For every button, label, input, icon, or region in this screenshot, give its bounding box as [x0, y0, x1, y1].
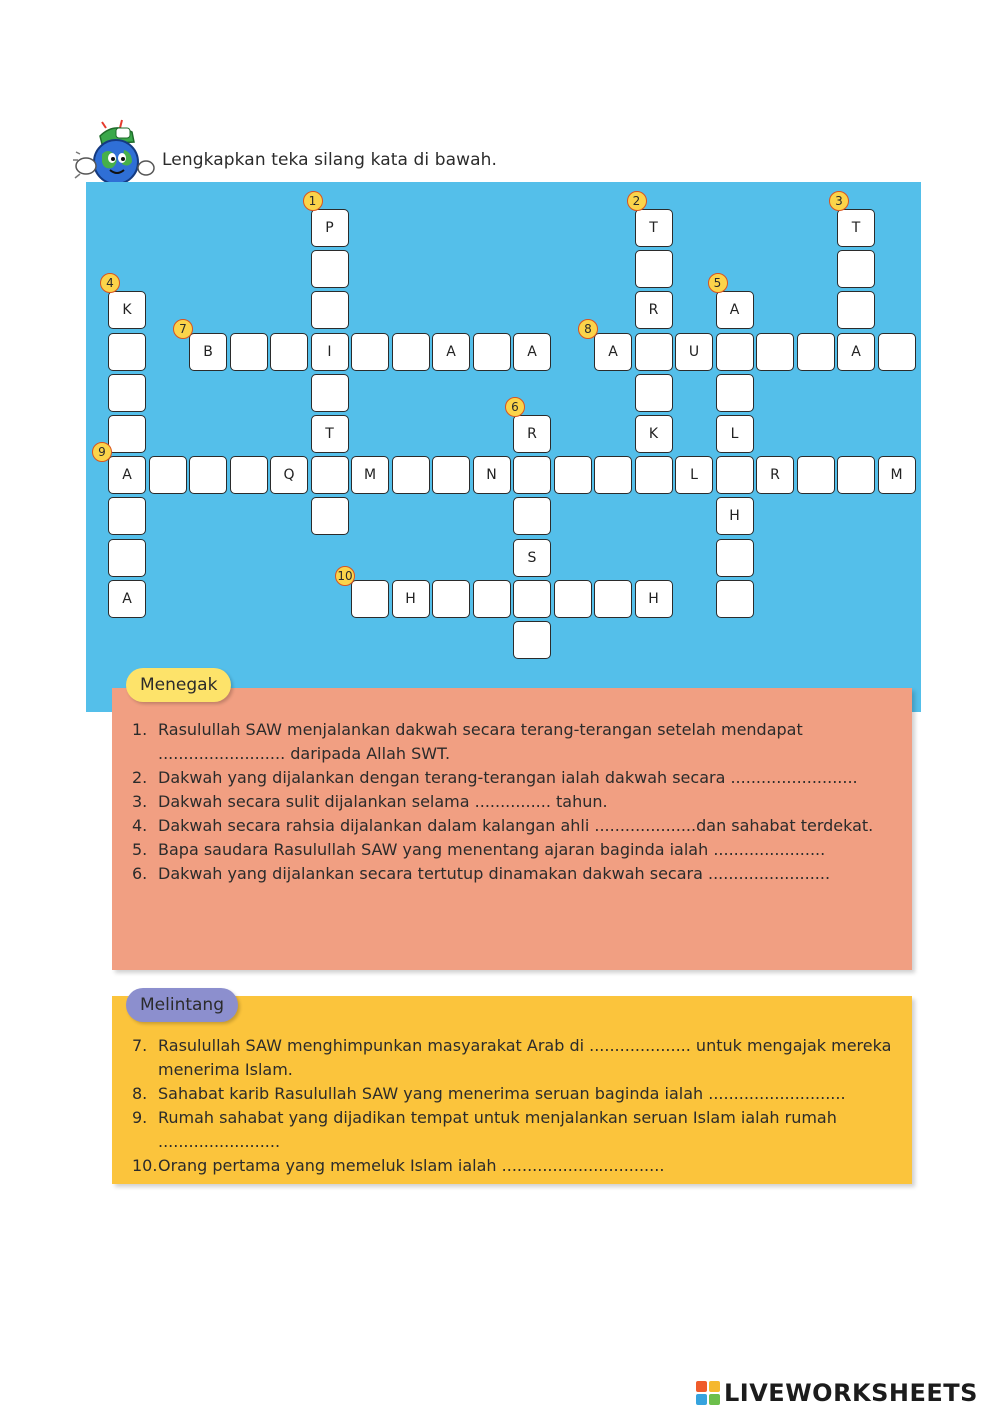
crossword-cell[interactable]: K	[108, 291, 146, 329]
clue-text: Sahabat karib Rasulullah SAW yang menerima seruan baginda ialah ...........................	[158, 1084, 846, 1103]
crossword-cell[interactable]	[797, 333, 835, 371]
crossword-cell[interactable]: A	[716, 291, 754, 329]
crossword-cell[interactable]	[311, 456, 349, 494]
crossword-cell[interactable]: M	[351, 456, 389, 494]
crossword-cell[interactable]	[270, 333, 308, 371]
menegak-heading: Menegak	[126, 668, 231, 702]
crossword-cell[interactable]: L	[716, 415, 754, 453]
clue-item	[132, 1106, 900, 1154]
clue-text: Dakwah secara sulit dijalankan selama ............... tahun.	[158, 792, 608, 811]
crossword-cell[interactable]	[594, 456, 632, 494]
crossword-cell[interactable]: T	[837, 209, 875, 247]
crossword-cell[interactable]	[432, 456, 470, 494]
instruction-text: Lengkapkan teka silang kata di bawah.	[162, 150, 498, 170]
crossword-cell[interactable]	[878, 333, 916, 371]
crossword-cell[interactable]: A	[837, 333, 875, 371]
crossword-cell[interactable]	[716, 580, 754, 618]
crossword-cell[interactable]: S	[513, 539, 551, 577]
crossword-cell[interactable]	[230, 333, 268, 371]
clue-number-badge: 7	[173, 319, 193, 339]
clue-number-badge: 8	[578, 319, 598, 339]
crossword-cell[interactable]: N	[473, 456, 511, 494]
crossword-cell[interactable]	[108, 415, 146, 453]
crossword-cell[interactable]	[594, 580, 632, 618]
clue-number-badge: 3	[829, 191, 849, 211]
clue-item	[132, 862, 892, 886]
liveworksheets-logo-icon	[696, 1381, 720, 1405]
crossword-cell[interactable]: R	[635, 291, 673, 329]
clue-number: 5.	[132, 840, 148, 859]
crossword-cell[interactable]: P	[311, 209, 349, 247]
clue-number-badge: 6	[505, 397, 525, 417]
crossword-cell[interactable]	[351, 333, 389, 371]
crossword-cell[interactable]	[311, 374, 349, 412]
crossword-cell[interactable]	[351, 580, 389, 618]
crossword-cell[interactable]: M	[878, 456, 916, 494]
clue-text: Rumah sahabat yang dijadikan tempat untuk menjalankan seruan Islam ialah rumah ........................	[158, 1108, 837, 1151]
crossword-cell[interactable]	[432, 580, 470, 618]
crossword-cell[interactable]: H	[392, 580, 430, 618]
clue-number: 3.	[132, 792, 148, 811]
clue-text: Rasulullah SAW menghimpunkan masyarakat Arab di .................... untuk mengajak mereka menerima Islam.	[158, 1036, 892, 1079]
crossword-cell[interactable]	[311, 291, 349, 329]
melintang-heading: Melintang	[126, 988, 238, 1022]
crossword-cell[interactable]: B	[189, 333, 227, 371]
crossword-cell[interactable]	[635, 333, 673, 371]
menegak-clue-list	[132, 718, 892, 886]
crossword-cell[interactable]	[513, 580, 551, 618]
crossword-cell[interactable]	[635, 250, 673, 288]
clue-text: Dakwah yang dijalankan secara tertutup dinamakan dakwah secara ........................	[158, 864, 831, 883]
crossword-cell[interactable]	[716, 456, 754, 494]
crossword-cell[interactable]	[189, 456, 227, 494]
clue-number: 9.	[132, 1108, 148, 1127]
clue-text: Dakwah yang dijalankan dengan terang-terangan ialah dakwah secara .........................	[158, 768, 858, 787]
crossword-cell[interactable]	[635, 456, 673, 494]
melintang-clue-list	[132, 1034, 900, 1178]
crossword-cell[interactable]	[108, 539, 146, 577]
clue-number-badge: 2	[627, 191, 647, 211]
crossword-cell[interactable]: L	[675, 456, 713, 494]
crossword-cell[interactable]	[311, 250, 349, 288]
crossword-cell[interactable]	[513, 621, 551, 659]
clue-number-badge: 9	[92, 442, 112, 462]
crossword-cell[interactable]: I	[311, 333, 349, 371]
crossword-cell[interactable]	[716, 333, 754, 371]
crossword-cell[interactable]	[513, 456, 551, 494]
clue-item	[132, 1082, 900, 1106]
clue-number: 6.	[132, 864, 148, 883]
clue-number: 2.	[132, 768, 148, 787]
clue-number: 8.	[132, 1084, 148, 1103]
crossword-cell[interactable]	[108, 497, 146, 535]
crossword-cell[interactable]	[392, 456, 430, 494]
clue-item	[132, 790, 892, 814]
crossword-cell[interactable]	[108, 374, 146, 412]
clue-text: Dakwah secara rahsia dijalankan dalam kalangan ahli ....................dan sahabat terdekat.	[158, 816, 874, 835]
crossword-cell[interactable]: H	[716, 497, 754, 535]
clue-item	[132, 766, 892, 790]
clue-number: 4.	[132, 816, 148, 835]
clue-number: 1.	[132, 720, 148, 739]
clue-number-badge: 5	[708, 273, 728, 293]
crossword-cell[interactable]	[392, 333, 430, 371]
crossword-cell[interactable]	[554, 456, 592, 494]
crossword-cell[interactable]: K	[635, 415, 673, 453]
crossword-cell[interactable]	[108, 333, 146, 371]
crossword-cell[interactable]: A	[594, 333, 632, 371]
globe-mascot-icon	[72, 118, 156, 190]
crossword-cell[interactable]: R	[513, 415, 551, 453]
crossword-cell[interactable]	[513, 497, 551, 535]
clue-text: Rasulullah SAW menjalankan dakwah secara terang-terangan setelah mendapat ......................... daripada Allah SWT.	[158, 720, 803, 763]
crossword-cell[interactable]	[635, 374, 673, 412]
crossword-cell[interactable]: Q	[270, 456, 308, 494]
crossword-cell[interactable]: T	[635, 209, 673, 247]
crossword-cell[interactable]: A	[108, 580, 146, 618]
crossword-cell[interactable]	[311, 497, 349, 535]
crossword-cell[interactable]	[554, 580, 592, 618]
crossword-cell[interactable]	[837, 291, 875, 329]
crossword-cell[interactable]: U	[675, 333, 713, 371]
clue-number-badge: 1	[303, 191, 323, 211]
crossword-grid	[86, 182, 921, 712]
liveworksheets-brand	[696, 1378, 978, 1408]
crossword-cell[interactable]	[716, 539, 754, 577]
crossword-cell[interactable]: A	[432, 333, 470, 371]
crossword-cell[interactable]	[837, 250, 875, 288]
crossword-cell[interactable]	[756, 333, 794, 371]
crossword-cell[interactable]	[837, 456, 875, 494]
clue-item	[132, 1034, 900, 1082]
crossword-cell[interactable]	[473, 580, 511, 618]
clue-item	[132, 718, 892, 766]
clue-item	[132, 814, 892, 838]
clue-item	[132, 1154, 900, 1178]
crossword-cell[interactable]	[797, 456, 835, 494]
clue-text: Orang pertama yang memeluk Islam ialah ................................	[158, 1156, 665, 1175]
crossword-cell[interactable]	[230, 456, 268, 494]
crossword-cell[interactable]: T	[311, 415, 349, 453]
crossword-cell[interactable]	[473, 333, 511, 371]
crossword-cell[interactable]: A	[108, 456, 146, 494]
clue-text: Bapa saudara Rasulullah SAW yang menentang ajaran baginda ialah ......................	[158, 840, 826, 859]
clue-number-badge: 4	[100, 273, 120, 293]
crossword-cell[interactable]: A	[513, 333, 551, 371]
clue-number: 7.	[132, 1036, 148, 1055]
crossword-cell[interactable]	[716, 374, 754, 412]
clue-number-badge: 10	[335, 566, 355, 586]
crossword-cell[interactable]: R	[756, 456, 794, 494]
crossword-cell[interactable]	[149, 456, 187, 494]
brand-name: LIVEWORKSHEETS	[724, 1379, 978, 1407]
clue-number: 10.	[132, 1156, 158, 1175]
clue-item	[132, 838, 892, 862]
crossword-cell[interactable]: H	[635, 580, 673, 618]
